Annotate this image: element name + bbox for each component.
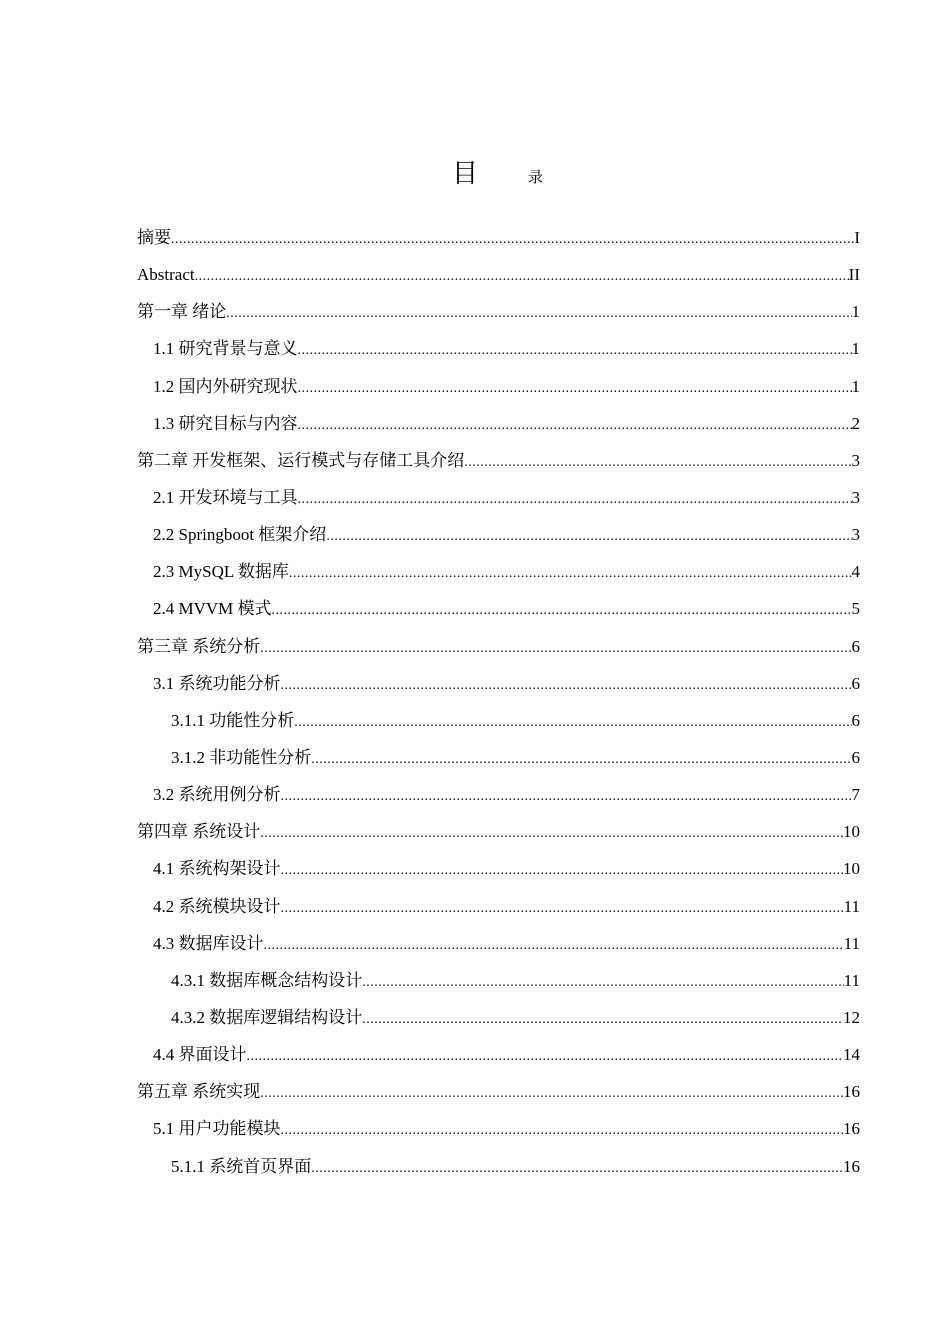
toc-leader-dots: [281, 672, 852, 700]
toc-entry-page-number: 3: [851, 525, 860, 545]
toc-entry-page-number: 4: [851, 562, 860, 582]
toc-entry-label: 3.1.2 非功能性分析: [171, 747, 312, 767]
toc-leader-dots: [281, 857, 844, 885]
toc-leader-dots: [260, 820, 843, 848]
toc-entry-label: 4.4 界面设计: [153, 1045, 247, 1065]
toc-entry-label: 3.1.1 功能性分析: [171, 710, 295, 730]
toc-entry-label: 1.2 国内外研究现状: [153, 376, 298, 396]
toc-entry[interactable]: [137, 335, 860, 372]
toc-entry-label: 第四章 系统设计: [137, 822, 261, 842]
toc-leader-dots: [264, 932, 844, 960]
toc-entry[interactable]: [137, 484, 860, 521]
toc-entry-page-number: 6: [851, 747, 860, 767]
toc-entry-label: 4.1 系统构架设计: [153, 859, 281, 879]
toc-leader-dots: [298, 337, 852, 365]
toc-leader-dots: [281, 783, 852, 811]
toc-entry[interactable]: [137, 930, 860, 967]
toc-leader-dots: [281, 895, 844, 923]
toc-entry[interactable]: [137, 1153, 860, 1190]
toc-leader-dots: [260, 635, 851, 663]
toc-entry-label: 4.3 数据库设计: [153, 933, 264, 953]
toc-leader-dots: [298, 375, 852, 403]
toc-entry[interactable]: [137, 707, 860, 744]
toc-heading-char-1: 目: [452, 159, 479, 189]
toc-entry-page-number: 6: [851, 636, 860, 656]
toc-leader-dots: [226, 300, 851, 328]
toc-entry-label: 5.1 用户功能模块: [153, 1119, 281, 1139]
toc-leader-dots: [464, 449, 851, 477]
toc-entry[interactable]: [137, 781, 860, 818]
toc-leader-dots: [362, 969, 843, 997]
toc-leader-dots: [362, 1006, 843, 1034]
toc-entry[interactable]: [137, 410, 860, 447]
toc-entry[interactable]: [137, 744, 860, 781]
toc-entry-label: 2.1 开发环境与工具: [153, 487, 298, 507]
toc-entry-page-number: II: [848, 265, 860, 285]
toc-entry[interactable]: [137, 670, 860, 707]
toc-entry-page-number: 1: [851, 339, 860, 359]
toc-leader-dots: [289, 560, 852, 588]
toc-entry[interactable]: [137, 224, 860, 261]
toc-entry-page-number: 10: [843, 859, 860, 879]
toc-entry[interactable]: [137, 818, 860, 855]
toc-entry-label: 摘要: [137, 228, 171, 247]
toc-entry-page-number: 11: [843, 896, 860, 916]
toc-entry[interactable]: [137, 1078, 860, 1115]
toc-entry-page-number: 10: [843, 822, 860, 842]
toc-leader-dots: [195, 263, 849, 291]
toc-entry[interactable]: [137, 855, 860, 892]
toc-entry-label: 5.1.1 系统首页界面: [171, 1156, 312, 1176]
table-of-contents: [137, 224, 860, 1190]
toc-entry-label: 第二章 开发框架、运行模式与存储工具介绍: [137, 450, 465, 470]
toc-leader-dots: [247, 1043, 844, 1071]
toc-leader-dots: [171, 226, 854, 254]
toc-entry-label: 3.2 系统用例分析: [153, 785, 281, 805]
toc-entry-page-number: 6: [851, 673, 860, 693]
toc-entry-label: 第五章 系统实现: [137, 1082, 261, 1102]
toc-entry-page-number: 5: [851, 599, 860, 619]
toc-leader-dots: [311, 1155, 843, 1183]
toc-entry-label: 4.3.1 数据库概念结构设计: [171, 970, 363, 990]
toc-entry-page-number: 14: [843, 1045, 860, 1065]
toc-leader-dots: [260, 1080, 843, 1108]
toc-entry[interactable]: [137, 447, 860, 484]
toc-entry-label: 第三章 系统分析: [137, 636, 261, 656]
toc-heading-char-2: 录: [528, 168, 544, 186]
toc-entry-page-number: 16: [843, 1082, 860, 1102]
toc-entry[interactable]: [137, 1041, 860, 1078]
toc-entry-label: 3.1 系统功能分析: [153, 673, 281, 693]
toc-entry[interactable]: [137, 521, 860, 558]
toc-leader-dots: [326, 523, 851, 551]
toc-leader-dots: [281, 1117, 844, 1145]
toc-entry-page-number: 1: [851, 376, 860, 396]
toc-entry-page-number: 3: [851, 487, 860, 507]
toc-entry-page-number: 3: [851, 450, 860, 470]
toc-entry[interactable]: [137, 373, 860, 410]
toc-entry[interactable]: [137, 261, 860, 298]
toc-entry-label: 2.2 Springboot 框架介绍: [153, 525, 327, 545]
toc-entry-page-number: I: [854, 228, 860, 247]
toc-entry-page-number: 12: [843, 1007, 860, 1027]
toc-entry-page-number: 16: [843, 1156, 860, 1176]
toc-entry-label: 1.3 研究目标与内容: [153, 413, 298, 433]
toc-entry-label: 4.2 系统模块设计: [153, 896, 281, 916]
toc-heading: [0, 156, 950, 196]
toc-entry[interactable]: [137, 893, 860, 930]
toc-entry[interactable]: [137, 298, 860, 335]
toc-entry-label: 2.4 MVVM 模式: [153, 599, 272, 619]
toc-entry-page-number: 7: [851, 785, 860, 805]
toc-entry-label: Abstract: [137, 265, 195, 285]
toc-entry-label: 2.3 MySQL 数据库: [153, 562, 289, 582]
toc-leader-dots: [272, 597, 852, 625]
toc-entry-page-number: 11: [843, 933, 860, 953]
toc-entry-page-number: 6: [851, 710, 860, 730]
toc-entry[interactable]: [137, 558, 860, 595]
toc-entry[interactable]: [137, 595, 860, 632]
toc-entry-label: 1.1 研究背景与意义: [153, 339, 298, 359]
toc-entry-page-number: 16: [843, 1119, 860, 1139]
toc-leader-dots: [311, 746, 851, 774]
toc-entry-label: 4.3.2 数据库逻辑结构设计: [171, 1007, 363, 1027]
toc-leader-dots: [294, 709, 851, 737]
toc-entry[interactable]: [137, 1004, 860, 1041]
toc-entry[interactable]: [137, 1115, 860, 1152]
toc-entry[interactable]: [137, 633, 860, 670]
toc-entry-label: 第一章 绪论: [137, 302, 227, 322]
toc-entry[interactable]: [137, 967, 860, 1004]
toc-entry-page-number: 11: [843, 970, 860, 990]
toc-leader-dots: [298, 412, 852, 440]
toc-leader-dots: [298, 486, 852, 514]
toc-entry-page-number: 2: [851, 413, 860, 433]
toc-entry-page-number: 1: [851, 302, 860, 322]
